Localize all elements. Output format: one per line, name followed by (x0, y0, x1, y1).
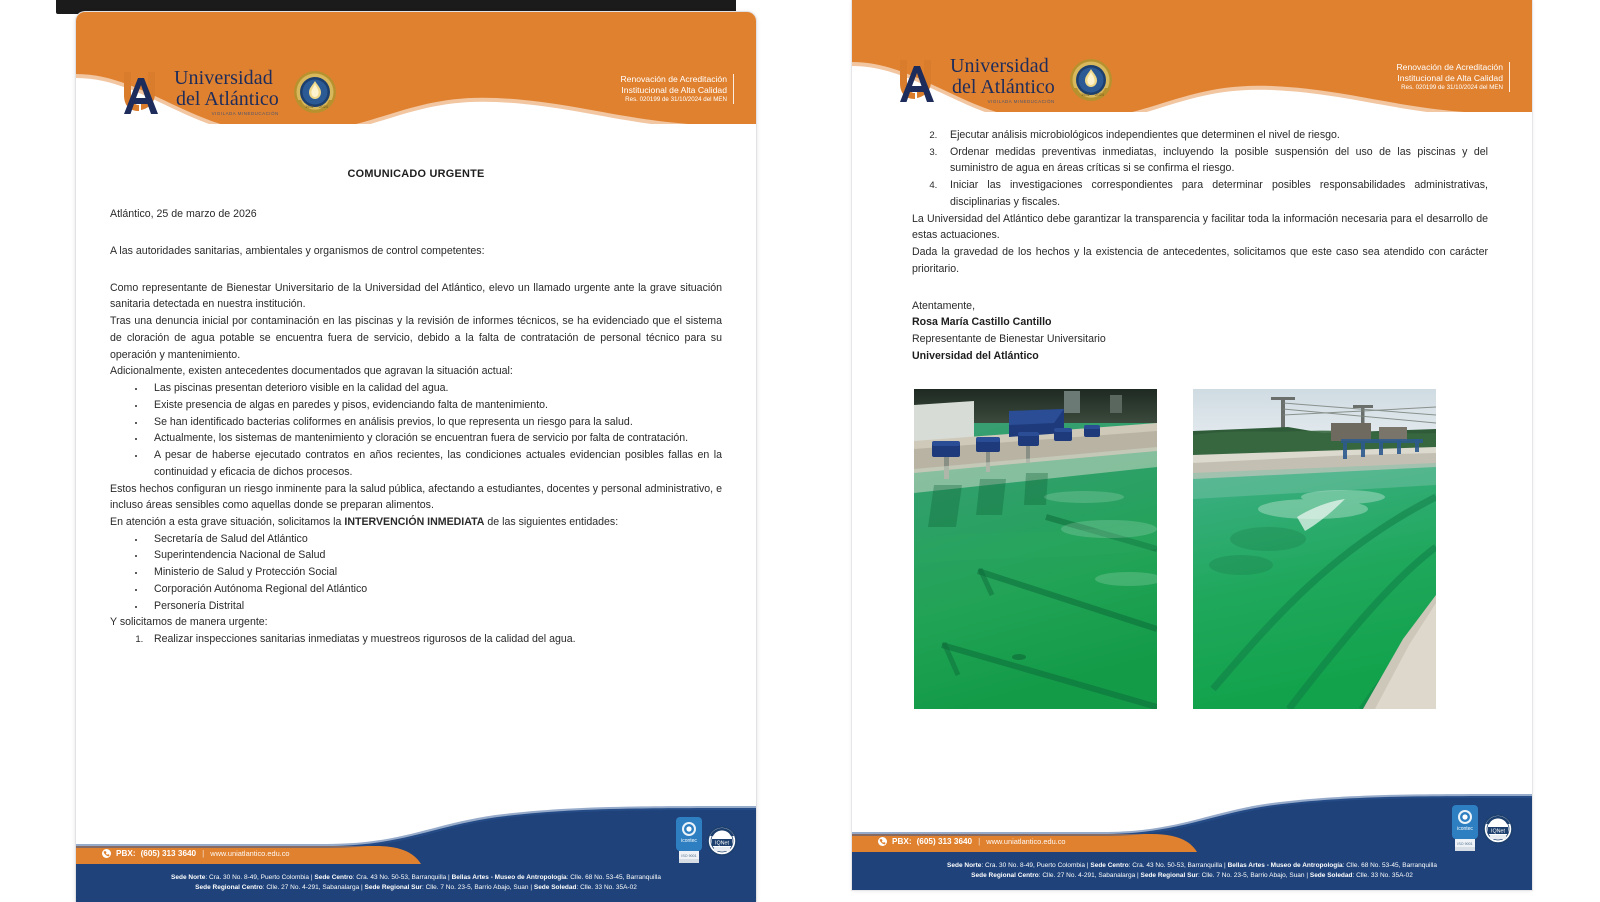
svg-text:1941: 1941 (304, 104, 314, 110)
page-footer (76, 784, 756, 902)
logo-tagline: VIGILADA MINEDUCACIÓN (211, 111, 279, 116)
paragraph-intro: Como representante de Bienestar Universitario de la Universidad del Atlántico, elevo un llamado urgente ante la grave situación sanitaria detectada en nuestra institución. (110, 281, 722, 311)
signer-name: Rosa María Castillo Cantillo (912, 316, 1052, 329)
iqnet-badge-icon (1482, 814, 1514, 848)
pool-photo-lanes (1193, 389, 1436, 709)
paragraph-antecedentes-intro: Adicionalmente, existen antecedentes documentados que agravan la situación actual: (110, 365, 513, 378)
list-item: • Las piscinas presentan deterioro visible en la calidad del agua. (146, 380, 722, 397)
list-item: 1. Realizar inspecciones sanitarias inmediatas y muestreos rigurosos de la calidad del agua. (146, 631, 722, 648)
svg-text:2024: 2024 (318, 104, 328, 110)
paragraph-transparencia: La Universidad del Atlántico debe garantizar la transparencia y facilitar toda la información necesaria para el desarrollo de estas actuaciones. (912, 212, 1488, 242)
intervencion-text-after: de las siguientes entidades: (484, 515, 619, 528)
paragraph-riesgo: Estos hechos configuran un riesgo inminente para la salud pública, afectando a estudiantes, docentes y personal administrativo, e incluso áreas sensibles como aquellas donde se preparan alimentos. (110, 482, 722, 512)
addressee-line: A las autoridades sanitarias, ambientales y organismos de control competentes: (110, 244, 485, 257)
footer-phone-number: (605) 313 3640 (916, 837, 973, 846)
footer-website[interactable]: www.uniatlantico.edu.co (210, 849, 290, 858)
phone-icon (878, 837, 887, 846)
footer-contact (878, 837, 1066, 846)
list-item: • Actualmente, los sistemas de mantenimiento y cloración se encuentran fuera de servicio por falta de contratación. (146, 430, 722, 447)
intervencion-emphasis: INTERVENCIÓN INMEDIATA (344, 515, 485, 528)
signer-role: Representante de Bienestar Universitario (912, 333, 1106, 346)
accreditation-line-2: Institucional de Alta Calidad (621, 84, 727, 95)
list-item: 4. Iniciar las investigaciones correspondientes para determinar posibles responsabilidades administrativas, disciplinarias y fiscales. (940, 177, 1488, 210)
closing-line: Atentamente, (912, 299, 976, 312)
icontec-badge-icon (1451, 804, 1479, 852)
logo-line-universidad: Universidad (950, 55, 1049, 77)
footer-website[interactable]: www.uniatlantico.edu.co (986, 837, 1066, 846)
logo-line-universidad: Universidad (174, 67, 273, 89)
accreditation-seal-icon (293, 70, 337, 114)
logo-wordmark (950, 56, 1055, 104)
footer-contact (102, 849, 290, 858)
university-logo (894, 56, 1113, 104)
list-item: • Superintendencia Nacional de Salud (146, 547, 722, 564)
signer-organization: Universidad del Atlántico (912, 349, 1039, 362)
university-logo (118, 68, 337, 116)
paragraph-prioritario: Dada la gravedad de los hechos y la existencia de antecedentes, solicitamos que este caso sea atendido con carácter prioritario. (912, 246, 1488, 275)
accreditation-seal-icon (1069, 58, 1113, 102)
ua-monogram-icon (894, 56, 940, 104)
svg-text:IQNet: IQNet (1490, 828, 1506, 835)
accreditation-line-3: Res. 020199 de 31/10/2024 del MEN (1401, 84, 1503, 92)
page-header (852, 0, 1532, 122)
pool-photo-starting-blocks-image (914, 389, 1157, 709)
svg-text:icontec: icontec (681, 838, 697, 844)
list-item: 2. Ejecutar análisis microbiológicos independientes que determinen el nivel de riesgo. (940, 127, 1488, 144)
list-item: 3. Ordenar medidas preventivas inmediatas, incluyendo la posible suspensión del uso de las piscinas y del suministro de agua en áreas críticas si se confirma el riesgo. (940, 144, 1488, 177)
ua-monogram-icon (118, 68, 164, 116)
page-1-body (76, 134, 756, 784)
list-item: • Ministerio de Salud y Protección Social (146, 564, 722, 581)
footer-address-line-1: Sede Norte: Cra. 30 No. 8-49, Puerto Colombia | Sede Centro: Cra. 43 No. 50-53, Barranquilla | Bellas Artes - Museo de Antropología: Clle. 68 No. 53-45, Barranquilla (947, 861, 1437, 869)
footer-separator: | (978, 837, 981, 846)
pool-photo-starting-blocks (914, 389, 1157, 709)
list-item: • Secretaría de Salud del Atlántico (146, 531, 722, 548)
intervencion-text-before: En atención a esta grave situación, solicitamos la (110, 515, 345, 528)
page-2-body (852, 118, 1532, 772)
antecedentes-list (146, 380, 722, 480)
evidence-photos (912, 389, 1488, 709)
svg-text:icontec: icontec (1457, 826, 1473, 832)
signature-block (912, 298, 1488, 365)
svg-text:ISO 9001: ISO 9001 (1457, 842, 1473, 846)
svg-text:1941: 1941 (1080, 92, 1090, 98)
page-footer (852, 772, 1532, 890)
list-item: • Existe presencia de algas en paredes y pisos, evidenciando falta de mantenimiento. (146, 397, 722, 414)
logo-line-del-atlantico: del Atlántico (176, 88, 279, 110)
logo-wordmark (174, 68, 279, 116)
accreditation-note (1396, 62, 1510, 92)
footer-address-line-1: Sede Norte: Cra. 30 No. 8-49, Puerto Colombia | Sede Centro: Cra. 43 No. 50-53, Barranquilla | Bellas Artes - Museo de Antropología: Clle. 68 No. 53-45, Barranquilla (171, 873, 661, 881)
solicitudes-list (146, 631, 722, 648)
footer-phone-number: (605) 313 3640 (140, 849, 197, 858)
accreditation-line-1: Renovación de Acreditación (620, 74, 727, 84)
paragraph-intervencion (110, 514, 722, 531)
pool-photo-lanes-image (1193, 389, 1436, 709)
iqnet-badge-icon (706, 826, 738, 860)
svg-text:IQNet: IQNet (714, 840, 730, 847)
document-page-1 (76, 12, 756, 902)
svg-text:2024: 2024 (1094, 92, 1104, 98)
accreditation-line-2: Institucional de Alta Calidad (1397, 72, 1503, 83)
svg-text:ISO 9001: ISO 9001 (681, 854, 697, 858)
paragraph-solicitudes-intro: Y solicitamos de manera urgente: (110, 616, 268, 629)
certification-badges (675, 816, 738, 864)
footer-separator: | (202, 849, 205, 858)
footer-pbx-label: PBX: (116, 849, 136, 858)
footer-address-line-2: Sede Regional Centro: Clle. 27 No. 4-291, Sabanalarga | Sede Regional Sur: Clle. 7 No. 23-5, Barrio Abajo, Suan | Sede Soledad: Clle. 33 No. 35A-02 (971, 872, 1413, 880)
footer-pbx-label: PBX: (892, 837, 912, 846)
certification-badges (1451, 804, 1514, 852)
icontec-badge-icon (675, 816, 703, 864)
paragraph-denuncia: Tras una denuncia inicial por contaminación en las piscinas y la revisión de informes técnicos, se ha evidenciado que el sistema de cloración de agua potable se encuentra fuera de servicio, debido a la falta de contratación de personal técnico para su operación y mantenimiento. (110, 315, 722, 361)
list-item: • Corporación Autónoma Regional del Atlántico (146, 581, 722, 598)
accreditation-line-3: Res. 020199 de 31/10/2024 del MEN (625, 96, 727, 104)
list-item: • Personería Distrital (146, 598, 722, 615)
list-item: • Se han identificado bacterias coliformes en análisis previos, lo que representa un riesgo para la salud. (146, 414, 722, 431)
entidades-list (146, 531, 722, 615)
footer-address-line-2: Sede Regional Centro: Clle. 27 No. 4-291, Sabanalarga | Sede Regional Sur: Clle. 7 No. 23-5, Barrio Abajo, Suan | Sede Soledad: Clle. 33 No. 35A-02 (195, 884, 637, 892)
phone-icon (102, 849, 111, 858)
document-title: COMUNICADO URGENTE (347, 168, 485, 180)
document-page-2 (852, 0, 1532, 890)
place-and-date: Atlántico, 25 de marzo de 2026 (110, 208, 257, 221)
page-header (76, 12, 756, 134)
footer-addresses (852, 861, 1532, 882)
footer-addresses (76, 873, 756, 894)
accreditation-line-1: Renovación de Acreditación (1396, 62, 1503, 72)
logo-tagline: VIGILADA MINEDUCACIÓN (987, 99, 1055, 104)
accreditation-note (620, 74, 734, 104)
solicitudes-continued-list (940, 127, 1488, 211)
list-item: • A pesar de haberse ejecutado contratos en años recientes, las condiciones actuales evidencian posibles fallas en la continuidad y eficacia de dichos procesos. (146, 447, 722, 480)
logo-line-del-atlantico: del Atlántico (952, 76, 1055, 98)
